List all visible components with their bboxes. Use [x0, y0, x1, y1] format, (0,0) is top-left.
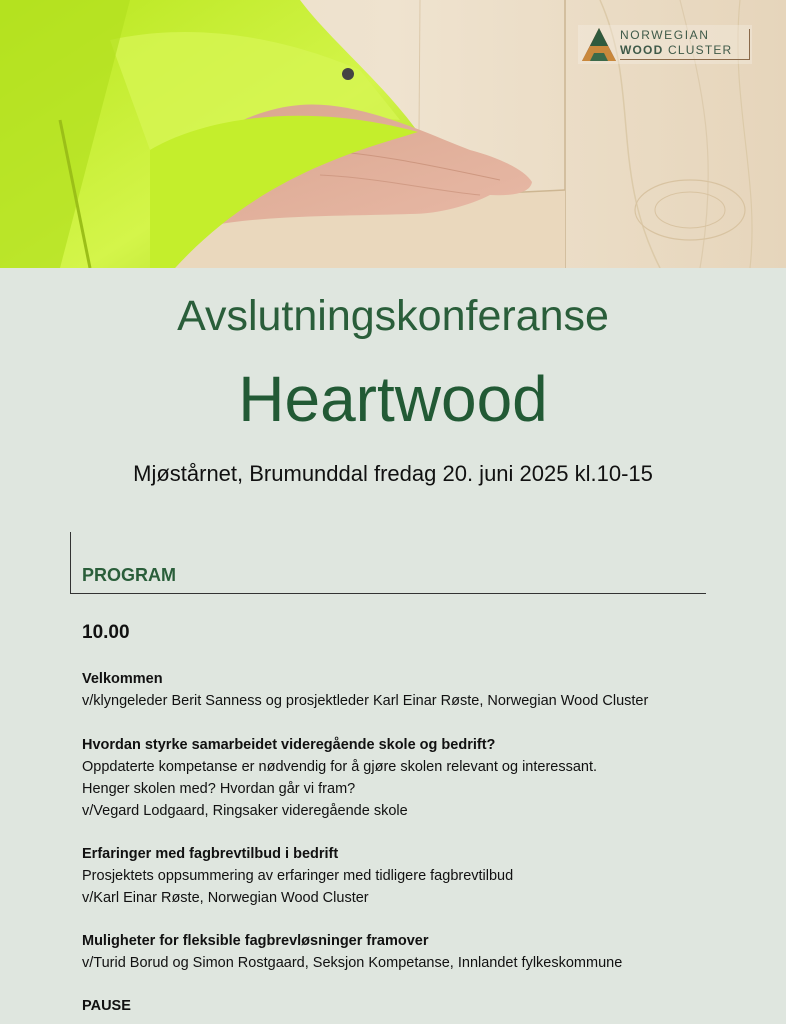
program-item-line: v/Karl Einar Røste, Norwegian Wood Cluster	[82, 890, 369, 906]
event-title: Avslutningskonferanse	[177, 292, 609, 340]
program-item-title: Hvordan styrke samarbeidet videregående skole og bedrift?	[82, 737, 496, 753]
program-divider-horizontal	[70, 593, 706, 594]
program-item-title: Muligheter for fleksible fagbrevløsninger framover	[82, 933, 429, 949]
program-item-title: Velkommen	[82, 671, 163, 687]
event-name: Heartwood	[238, 363, 548, 435]
program-item-line: Oppdaterte kompetanse er nødvendig for å gjøre skolen relevant og interessant.	[82, 759, 598, 775]
logo-mark-icon	[580, 25, 618, 63]
logo-side-line	[749, 29, 750, 60]
program-item-line: v/klyngeleder Berit Sanness og prosjektleder Karl Einar Røste, Norwegian Wood Cluster	[82, 693, 649, 709]
logo-text-wood: WOOD	[620, 43, 664, 57]
program-item-line: v/Turid Borud og Simon Rostgaard, Seksjon Kompetanse, Innlandet fylkeskommune	[82, 955, 623, 971]
program-item-pause	[82, 996, 131, 1017]
logo-text-cluster: CLUSTER	[668, 43, 733, 57]
logo-text-wood-cluster	[620, 43, 732, 57]
event-location-date: Mjøstårnet, Brumunddal fredag 20. juni 2025 kl.10-15	[133, 461, 653, 486]
program-item-line: Prosjektets oppsummering av erfaringer med tidligere fagbrevtilbud	[82, 868, 514, 884]
program-start-time: 10.00	[82, 622, 130, 643]
program-heading: PROGRAM	[82, 565, 176, 585]
program-item-line: Henger skolen med? Hvordan går vi fram?	[82, 781, 356, 797]
logo-underline	[620, 59, 750, 60]
logo-text-norwegian: NORWEGIAN	[620, 28, 710, 42]
program-item-line: v/Vegard Lodgaard, Ringsaker videregående skole	[82, 803, 408, 819]
program-item-flexible-solutions	[82, 931, 622, 974]
program-item-title: Erfaringer med fagbrevtilbud i bedrift	[82, 846, 339, 862]
program-divider-vertical	[70, 532, 71, 594]
norwegian-wood-cluster-logo	[578, 25, 752, 64]
program-item-cooperation	[82, 735, 597, 822]
program-item-welcome	[82, 669, 648, 712]
program-item-title: PAUSE	[82, 998, 131, 1014]
program-item-experiences	[82, 844, 513, 909]
